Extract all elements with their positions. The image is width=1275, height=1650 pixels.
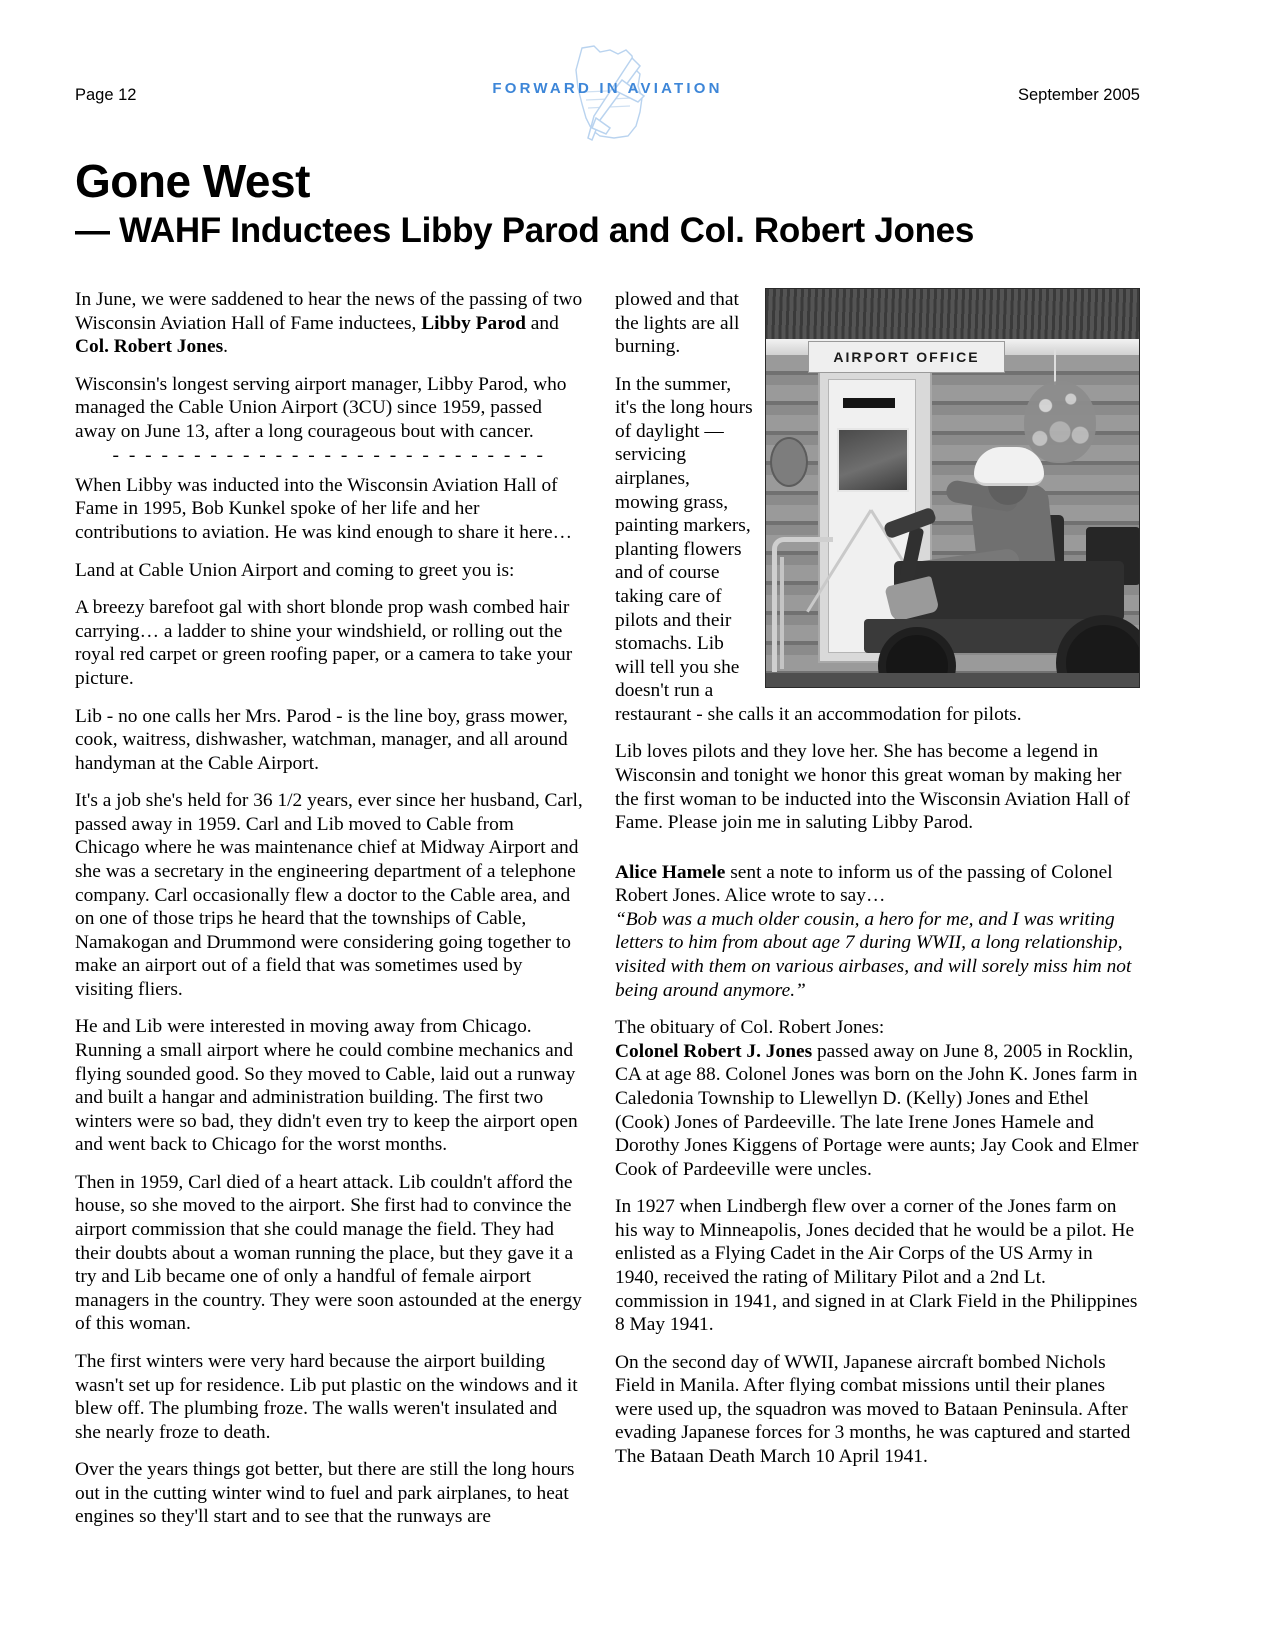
photo-wall-meter xyxy=(770,437,808,487)
airport-office-photo xyxy=(765,288,1140,688)
paragraph-alice-quote xyxy=(615,908,1140,1002)
photo-ground xyxy=(766,673,1139,687)
article-headline: Gone West xyxy=(75,155,310,207)
photo-door-window xyxy=(837,428,909,492)
inductee-name-jones: Col. Robert Jones xyxy=(75,336,224,358)
intro-text-b: and xyxy=(525,312,559,334)
paragraph-hard-winters: The first winters were very hard because the airport building wasn't set up for residence. Lib put plastic on the windows and it blew off. The plumbing froze. The walls weren't insulated and she nearly froze to death. xyxy=(75,1350,578,1443)
paragraph-parod-obit: Wisconsin's longest serving airport manager, Libby Parod, who managed the Cable Union Airport (3CU) since 1959, passed away on June 13, after a long courageous bout with cancer. xyxy=(75,373,567,442)
paragraph-jones-obituary xyxy=(615,1040,1140,1181)
paragraph-lindbergh: In 1927 when Lindbergh flew over a corner of the Jones farm on his way to Minneapolis, Jones decided that he would be a pilot. He enlisted as a Flying Cadet in the Air Corps of the US Army in 1940, received the rating of Military Pilot and a 2nd Lt. commission in 1941, and signed in at Clark Field in the Philippines 8 May 1941. xyxy=(615,1196,1138,1336)
page-header xyxy=(75,58,1140,138)
deceased-name-jones: Colonel Robert J. Jones xyxy=(615,1040,813,1062)
article-title-block xyxy=(75,155,1140,250)
airport-office-sign-text: AIRPORT OFFICE xyxy=(833,348,980,365)
paragraph-lib-roles: Lib - no one calls her Mrs. Parod - is the line boy, grass mower, cook, waitress, dishwasher, watchman, manager, and all around handyman at the Cable Airport. xyxy=(75,705,568,774)
paragraph-intro xyxy=(75,288,583,359)
photo-plant-wire xyxy=(1054,349,1056,385)
photo-rider-hat xyxy=(974,447,1044,486)
photo-handrail-post xyxy=(780,557,828,669)
paragraph-over-the-years: Over the years things got better, but there are still the long hours out in the cutting winter wind to fuel and park airplanes, to heat engines so they'll start and to see that the runways are xyxy=(75,1459,575,1528)
paragraph-carl-death: Then in 1959, Carl died of a heart attack. Lib couldn't afford the house, so she moved to the airport. She first had to convince the airport commission that she could manage the field. They had their doubts about a woman running the place, but they gave it a try and Lib became one of only a handful of female airport managers in the country. They were soon astounded at the energy of this woman. xyxy=(75,1171,582,1335)
intro-text-a: In June, we were saddened to hear the news of the passing of two Wisconsin Aviation Hall of Fame inductees, xyxy=(75,289,583,334)
photo-hanging-plant xyxy=(1024,381,1096,463)
article-subheadline: — WAHF Inductees Libby Parod and Col. Robert Jones xyxy=(75,210,974,250)
photo-roof xyxy=(766,289,1139,345)
alice-note-text: sent a note to inform us of the passing of Colonel Robert Jones. Alice wrote to say… xyxy=(615,861,1113,907)
inductee-name-parod: Libby Parod xyxy=(421,312,526,334)
paragraph-induction: When Libby was inducted into the Wisconsin Aviation Hall of Fame in 1995, Bob Kunkel spoke of her life and her contributions to aviation. He was kind enough to share it here… xyxy=(75,474,573,544)
paragraph-wwii: On the second day of WWII, Japanese aircraft bombed Nichols Field in Manila. After flying combat missions until their planes were used up, the squadron was moved to Bataan Peninsula. After evading Japanese forces for 3 months, he was captured and started The Bataan Death March 10 April 1941. xyxy=(615,1351,1131,1468)
paragraph-land-at-cable: Land at Cable Union Airport and coming to greet you is: xyxy=(75,559,515,581)
right-text-column xyxy=(615,288,1140,1483)
paragraph-alice-hamele xyxy=(615,861,1140,908)
paragraph-obituary-lead: The obituary of Col. Robert Jones: xyxy=(615,1017,885,1039)
intro-text-c: . xyxy=(223,336,228,358)
logo-wordmark: FORWARD IN AVIATION xyxy=(492,80,723,97)
publication-logo xyxy=(483,40,733,150)
paragraph-moving-from-chicago: He and Lib were interested in moving away from Chicago. Running a small airport where he could combine mechanics and flying sounded good. So they moved to Cable, laid out a runway and built a hangar and administration building. The first two winters were so bad, they didn't even try to keep the airport open and went back to Chicago for the worst months. xyxy=(75,1016,578,1156)
alice-quote-italic: “Bob was a much older cousin, a hero for me, and I was writing letters to him from about age 7 during WWII, a long relationship, visited with them on various airbases, and will sorely miss him not being around anymore.” xyxy=(615,908,1132,1001)
page-number: Page 12 xyxy=(75,86,137,104)
issue-date: September 2005 xyxy=(1017,86,1140,104)
left-text-column xyxy=(75,288,583,1543)
paragraph-breezy-gal: A breezy barefoot gal with short blonde prop wash combed hair carrying… a ladder to shine your windshield, or rolling out the royal red carpet or green roofing paper, or a camera to take your picture. xyxy=(75,597,573,689)
paragraph-lib-legend: Lib loves pilots and they love her. She has become a legend in Wisconsin and tonight we honor this great woman by making her the first woman to be inducted into the Wisconsin Aviation Hall of Fame. Please join me in saluting Libby Parod. xyxy=(615,741,1130,834)
photo-mail-slot xyxy=(843,398,895,408)
paragraph-summer-hours: In the summer, it's the long hours of daylight — servicing airplanes, mowing grass, painting markers, planting flowers and of course taking care of pilots and their stomachs. Lib will tell you she doesn't run a restaurant - she calls it an accommodation for pilots. xyxy=(615,373,1022,725)
dashed-divider: - - - - - - - - - - - - - - - - - - - - - - - - - - - xyxy=(112,446,546,466)
sender-name-hamele: Alice Hamele xyxy=(615,861,726,883)
paragraph-job-history: It's a job she's held for 36 1/2 years, ever since her husband, Carl, passed away in 1959. Carl and Lib moved to Cable from Chicago where he was maintenance chief at Midway Airport and she was a secretary in the engineering department of a telephone company. Carl occasionally flew a doctor to the Cable area, and on one of those trips he heard that the townships of Cable, Namakogan and Drummond were considering going together to make an airport out of a field that was sometimes used by visiting fliers. xyxy=(75,790,583,1000)
airport-office-sign xyxy=(808,341,1005,373)
jones-obituary-text: passed away on June 8, 2005 in Rocklin, CA at age 88. Colonel Jones was born on the John K. Jones farm in Caledonia Township to Llewellyn D. (Kelly) Jones and Ethel (Cook) Jones of Pardeeville. The late Irene Jones Hamele and Dorothy Jones Kiggens of Portage were aunts; Jay Cook and Elmer Cook of Pardeeville were uncles. xyxy=(615,1040,1139,1180)
paragraph-plowed-lights: plowed and that the lights are all burning. xyxy=(615,289,740,358)
